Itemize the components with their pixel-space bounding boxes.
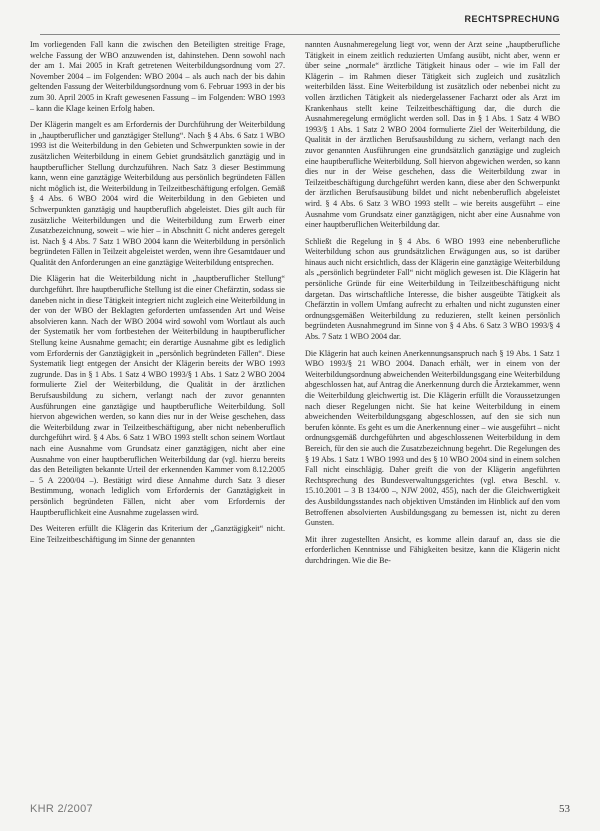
paragraph: nannten Ausnahmeregelung liegt vor, wenn der Arzt seine „hauptberufliche Tätigkeit in einem zeitlich reduzierten Umfang ausübt, nicht aber, wenn er über seine „normale“ ärztliche Tätigkeit hinaus oder – wie im Fall der Klägerin – im Rahmen dieser Tätigkeit sich zugleich und zusätzlich weiterbilden lässt. Eine Weiterbildung ist zusätzlich oder nebenbei nicht zu vollen ärztlichen Tätigkeit als niedergelassener Facharzt oder als Arzt im Krankenhaus stellt keine Teilzeitbeschäftigung dar, die durch die Ausnahmeregelung ermöglicht werden soll. Das in § 1 Abs. 1 Satz 4 WBO 1993/§ 1 Abs. 1 Satz 2 WBO 2004 formulierte Ziel der Weiterbildung, die Qualität in der ärztlichen Berufsausbildung zu sichern, verlangt nach den zuvor genannten Ausführungen eine grundsätzlich ganztägige und zugleich eine hauptberufliche Weiterbildung. Soll hiervon abgewichen werden, so kann dies nur in der Weise geschehen, dass die Weiterbildung zwar in Teilzeitbeschäftigung durchgeführt werden kann, diese aber den Schwerpunkt der ärztlichen Berufsausübung bildet und nicht nebenberuflich abgeleistet wird. § 4 Abs. 6 Satz 3 WBO 1993 stellt – wie bereits ausgeführt – eine Ausnahme vom Grundsatz einer ganztägigen, nicht aber eine Ausnahme von einer hauptberuflichen Weiterbildung dar. (305, 40, 560, 230)
paragraph: Mit ihrer zugestellten Ansicht, es komme allein darauf an, dass sie die erforderlichen Kenntnisse und Fähigkeiten besitze, kann die Klägerin nicht durchdringen. Wie die Be- (305, 534, 560, 565)
page-footer (30, 799, 570, 815)
page-number: 53 (559, 803, 570, 815)
paragraph: Der Klägerin mangelt es am Erfordernis der Durchführung der Weiterbildung in „hauptberuflicher und ganztägiger Stellung“. Nach § 4 Abs. 6 Satz 1 WBO 1993 ist die Weiterbildung in den Gebieten und Schwerpunkten sowie in der zusätzlichen Weiterbildung in einem Gebiet grundsätzlich ganztägig und in hauptberuflicher Stellung durchzuführen. Nach Satz 3 dieser Bestimmung kann, wenn eine ganztägige Weiterbildung aus persönlich begründeten Fällen nicht möglich ist, die Weiterbildung in Teilzeitbeschäftigung erfolgen. Gemäß § 4 Abs. 6 WBO 2004 wird die Weiterbildung in den Gebieten und Schwerpunkten ganztägig und hauptberuflich abgeleistet. Dies gilt auch für zusätzliche Weiterbildungen und die Weiterbildung zum Erwerb einer Zusatzbezeichnung, soweit – wie hier – in Abschnitt C nicht anderes geregelt ist. Nach § 4 Abs. 7 Satz 1 WBO 2004 kann die Weiterbildung in persönlich begründeten Fällen in Teilzeit abgeleistet werden, wenn ihre Gesamtdauer und Qualität den Anforderungen an eine ganztägige Weiterbildung entsprechen. (30, 120, 285, 267)
paragraph: Im vorliegenden Fall kann die zwischen den Beteiligten streitige Frage, welche Fassung der WBO anzuwenden ist, dahinstehen. Denn sowohl nach der am 1. Mai 2005 in Kraft getretenen Weiterbildungsordnung vom 27. November 2004 – im Folgenden: WBO 2004 – als auch nach der bis dahin geltenden Fassung der Weiterbildungsordnung vom 6. Februar 1993 in der bis zum 30. April 2005 in Kraft gewesenen Fassung – im Folgenden: WBO 1993 – kann die Klage keinen Erfolg haben. (30, 40, 285, 113)
section-title: RECHTSPRECHUNG (464, 14, 560, 24)
paragraph: Die Klägerin hat auch keinen Anerkennungsanspruch nach § 19 Abs. 1 Satz 1 WBO 1993/§ 21 WBO 2004. Danach erhält, wer in einem von der Weiterbildungsordnung abweichenden Weiterbildungsgang eine Weiterbildung abgeschlossen hat, auf Antrag die Anerkennung durch die Ärztekammer, wenn die Weiterbildung gleichwertig ist. Die Klägerin erfüllt die Voraussetzungen nach dieser Regelungen nicht. Sie hat keine Weiterbildung in einem abweichenden Weiterbildungsgang abgeschlossen, auf den sie sich nun berufen könnte. Es geht es um die Anerkennung einer – wie ausgeführt – nicht ordnungsgemäß durchgeführten und abgeschlossenen Weiterbildung in dem Bereich, für den sie auch die Zusatzbezeichnung begehrt. Die Regelungen des § 19 Abs. 1 Satz 1 WBO 1993 und des § 10 WBO 2004 sind in einem solchen Fall nicht einschlägig. Daher greift die von der Klägerin angeführten Rechtsprechung des Bundesverwaltungsgerichtes (vgl. etwa Beschl. v. 15.10.2001 – 3 B 134/00 –, NJW 2002, 455), nach der die Gleichwertigkeit des Ausbildungsstandes nach objektiven Umständen im Hinblick auf den vom Betroffenen absolvierten Ausbildungsgang zu bemessen ist, nicht zu deren Gunsten. (305, 348, 560, 528)
paragraph: Schließt die Regelung in § 4 Abs. 6 WBO 1993 eine nebenberufliche Weiterbildung schon aus grundsätzlichen Erwägungen aus, so ist darüber hinaus auch nicht ersichtlich, dass der Klägerin eine ganztägige Weiterbildung als „persönlich begründeter Fall“ nicht möglich gewesen ist. Die Klägerin hat persönliche Gründe für eine Weiterbildung in Teilzeitbeschäftigung nicht dargetan. Das wirtschaftliche Interesse, die bisher ausgeübte Tätigkeit als Chefärztin in vollem Umfang aufrecht zu erhalten und nicht zugunsten einer ordnungsgemäßen Weiterbildung zu reduzieren, stellt keinen persönlich begründeten Ausnahmegrund im Sinne von § 4 Abs. 6 Satz 3 WBO 1993/§ 4 Abs. 7 Satz 1 WBO 2004 dar. (305, 236, 560, 342)
right-column (305, 40, 560, 800)
paragraph: Des Weiteren erfüllt die Klägerin das Kriterium der „Ganztägigkeit“ nicht. Eine Teilzeitbeschäftigung im Sinne der genannten (30, 524, 285, 544)
paragraph: Die Klägerin hat die Weiterbildung nicht in „hauptberuflicher Stellung“ durchgeführt. Ihre hauptberufliche Stellung ist die einer Chefärztin, sodass sie daneben nicht in diese Tätigkeit integriert nicht zugleich eine Weiterbildung in der von der WBO der Beklagten geforderten umfassenden Art und Weise absolvieren kann. Nach der WBO 2004 wird sowohl vom Wortlaut als auch der Systematik her vom fortbestehen der Weiterbildung in hauptberuflicher Stellung keine Ausnahme gemacht; ein derartige Ausnahme gibt es lediglich vom Erfordernis der Ganztägigkeit in „persönlich begründeten Fällen“. Diese Systematik liegt entgegen der Ansicht der Klägerin bereits der WBO 1993 zugrunde. Das in § 1 Abs. 1 Satz 4 WBO 1993/§ 1 Abs. 1 Satz 2 WBO 2004 formulierte Ziel der Weiterbildung, die Qualität in der ärztlichen Berufsausbildung zu sichern, verlangt nach der zuvor genannten Ausführungen eine ganztägige und hauptberufliche Weiterbildung. Soll hiervon abgewichen werden, so kann dies nur in der Weise geschehen, dass die Weiterbildung zwar in Teilzeitbeschäftigung, aber nicht nebenberuflich durchgeführt wird. § 4 Abs. 6 Satz 1 WBO 1993 stellt schon seinem Wortlaut nach eine Ausnahme vom Grundsatz einer ganztägigen, nicht aber eine Ausnahme von einer hauptberuflichen Weiterbildung dar (vgl. hierzu bereits das den Beteiligten bekannte Urteil der erkennenden Kammer vom 8.12.2005 – 5 A 2200/04 –). Bestätigt wird diese Annahme durch Satz 3 dieser Bestimmung, wonach lediglich vom Erfordernis der Ganztägigkeit in persönlich begründeten Fällen, nicht aber vom Erfordernis der Hauptberuflichkeit eine Ausnahme zugelassen wird. (30, 274, 285, 517)
journal-issue: KHR 2/2007 (30, 803, 93, 815)
left-column (30, 40, 285, 800)
page-header (40, 12, 560, 35)
